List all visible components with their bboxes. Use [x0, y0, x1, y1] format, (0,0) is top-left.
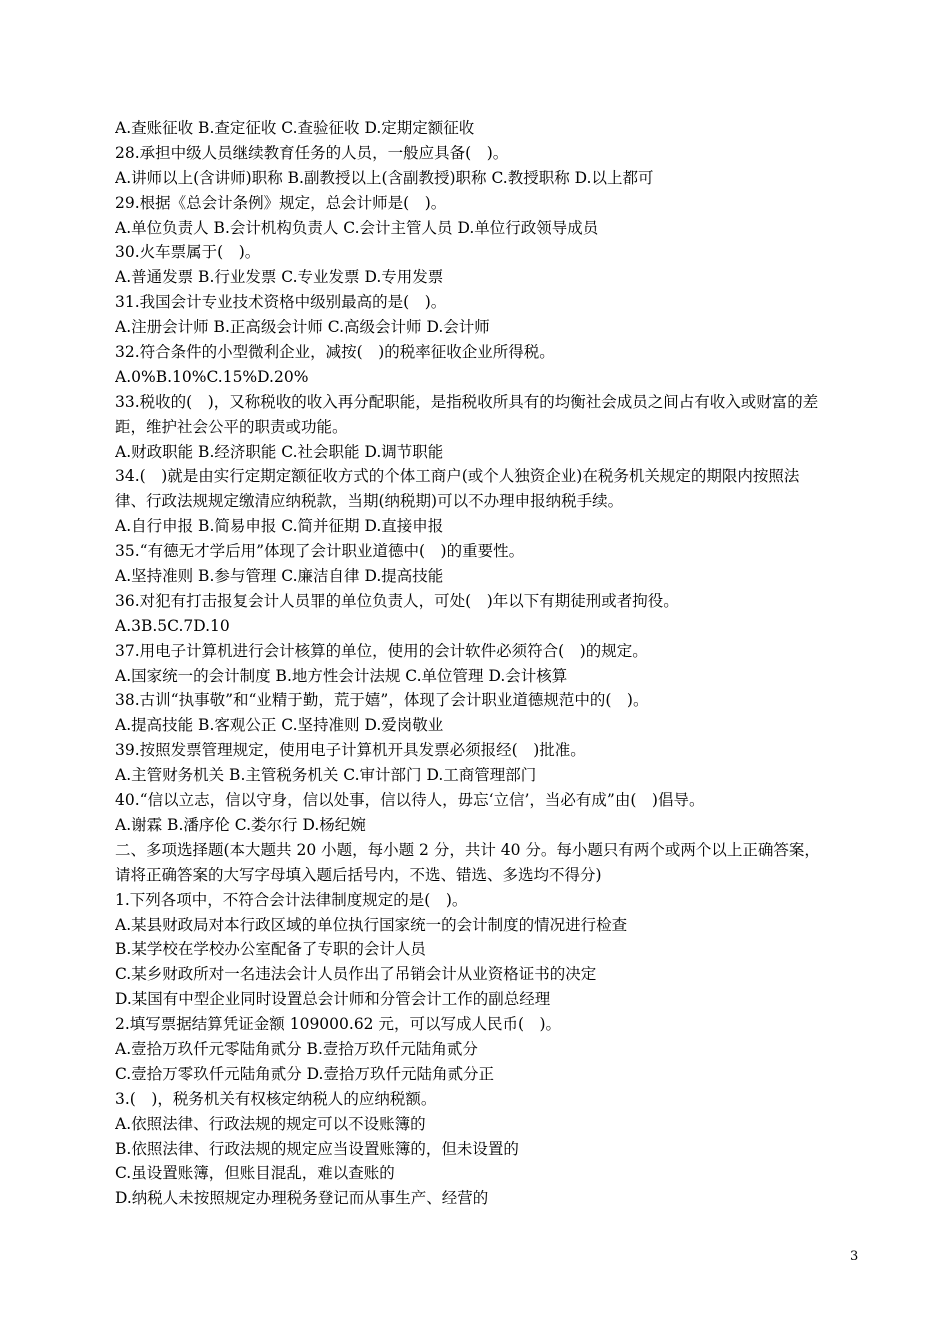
text-line: C.壹拾万零玖仟元陆角贰分 D.壹拾万玖仟元陆角贰分正	[115, 1064, 494, 1083]
text-line: A.0%B.10%C.15%D.20%	[115, 367, 309, 386]
text-line: B.依照法律、行政法规的规定应当设置账簿的，但未设置的	[115, 1139, 519, 1158]
text-line: 3.( )，税务机关有权核定纳税人的应纳税额。	[115, 1089, 437, 1108]
text-line: 2.填写票据结算凭证金额 109000.62 元，可以写成人民币( )。	[115, 1015, 562, 1034]
text-line: A.单位负责人 B.会计机构负责人 C.会计主管人员 D.单位行政领导成员	[115, 218, 599, 237]
text-line: A.谢霖 B.潘序伦 C.娄尔行 D.杨纪婉	[115, 815, 366, 834]
text-line: 38.古训“执事敬”和“业精于勤，荒于嬉”，体现了会计职业道德规范中的( )。	[115, 691, 649, 710]
text-line: A.壹拾万玖仟元零陆角贰分 B.壹拾万玖仟元陆角贰分	[115, 1039, 478, 1058]
text-line: D.纳税人未按照规定办理税务登记而从事生产、经营的	[115, 1189, 489, 1208]
text-line: B.某学校在学校办公室配备了专职的会计人员	[115, 940, 426, 959]
text-line: 30.火车票属于( )。	[115, 243, 261, 262]
text-line: 39.按照发票管理规定，使用电子计算机开具发票必须报经( )批准。	[115, 741, 586, 760]
text-line: 距，维护社会公平的职责或功能。	[115, 417, 348, 436]
text-line: 35.“有德无才学后用”体现了会计职业道德中( )的重要性。	[115, 542, 525, 561]
text-line: 37.用电子计算机进行会计核算的单位，使用的会计软件必须符合( )的规定。	[115, 641, 648, 660]
text-line: 40.“信以立志，信以守身，信以处事，信以待人，毋忘‘立信’，当必有成”由( )倡导。	[115, 791, 705, 810]
text-line: 36.对犯有打击报复会计人员罪的单位负责人，可处( )年以下有期徒刑或者拘役。	[115, 591, 679, 610]
text-line: 1.下列各项中，不符合会计法律制度规定的是( )。	[115, 890, 468, 909]
text-line: 二、多项选择题(本大题共 20 小题，每小题 2 分，共计 40 分。每小题只有两个或两个以上正确答案，	[115, 840, 820, 859]
text-line: A.依照法律、行政法规的规定可以不设账簿的	[115, 1114, 426, 1133]
text-line: A.查账征收 B.查定征收 C.查验征收 D.定期定额征收	[115, 119, 475, 137]
text-line: D.某国有中型企业同时设置总会计师和分管会计工作的副总经理	[115, 990, 551, 1009]
text-line: A.自行申报 B.简易申报 C.简并征期 D.直接申报	[115, 517, 444, 536]
text-line: A.国家统一的会计制度 B.地方性会计法规 C.单位管理 D.会计核算	[115, 666, 568, 685]
text-line: A.主管财务机关 B.主管税务机关 C.审计部门 D.工商管理部门	[115, 766, 537, 785]
text-line: A.财政职能 B.经济职能 C.社会职能 D.调节职能	[115, 442, 444, 461]
text-line: 28.承担中级人员继续教育任务的人员，一般应具备( )。	[115, 143, 509, 162]
text-line: 32.符合条件的小型微利企业，减按( )的税率征收企业所得税。	[115, 343, 555, 362]
text-line: 34.( )就是由实行定期定额征收方式的个体工商户(或个人独资企业)在税务机关规定的期限内按照法	[115, 467, 800, 486]
text-line: 33.税收的( )，又称税收的收入再分配职能，是指税收所具有的均衡社会成员之间占有收入或财富的差	[115, 392, 819, 411]
text-line: 请将正确答案的大写字母填入题后括号内，不选、错选、多选均不得分)	[115, 865, 602, 884]
text-line: 29.根据《总会计条例》规定，总会计师是( )。	[115, 193, 447, 212]
text-line: 律、行政法规规定缴清应纳税款，当期(纳税期)可以不办理申报纳税手续。	[115, 492, 624, 511]
text-line: A.3B.5C.7D.10	[115, 616, 230, 635]
text-line: C.虽设置账簿，但账目混乱，难以查账的	[115, 1164, 395, 1183]
text-line: A.讲师以上(含讲师)职称 B.副教授以上(含副教授)职称 C.教授职称 D.以上都可	[115, 168, 654, 187]
text-line: A.坚持准则 B.参与管理 C.廉洁自律 D.提高技能	[115, 567, 444, 586]
text-line: 31.我国会计专业技术资格中级别最高的是( )。	[115, 293, 447, 312]
text-line: A.注册会计师 B.正高级会计师 C.高级会计师 D.会计师	[115, 318, 490, 337]
page-body	[115, 116, 863, 1211]
text-line: C.某乡财政所对一名违法会计人员作出了吊销会计从业资格证书的决定	[115, 965, 597, 984]
text-line: A.提高技能 B.客观公正 C.坚持准则 D.爱岗敬业	[115, 716, 444, 735]
page-number: 3	[850, 1249, 859, 1264]
text-line: A.某县财政局对本行政区域的单位执行国家统一的会计制度的情况进行检查	[115, 915, 628, 934]
text-line: A.普通发票 B.行业发票 C.专业发票 D.专用发票	[115, 268, 444, 287]
